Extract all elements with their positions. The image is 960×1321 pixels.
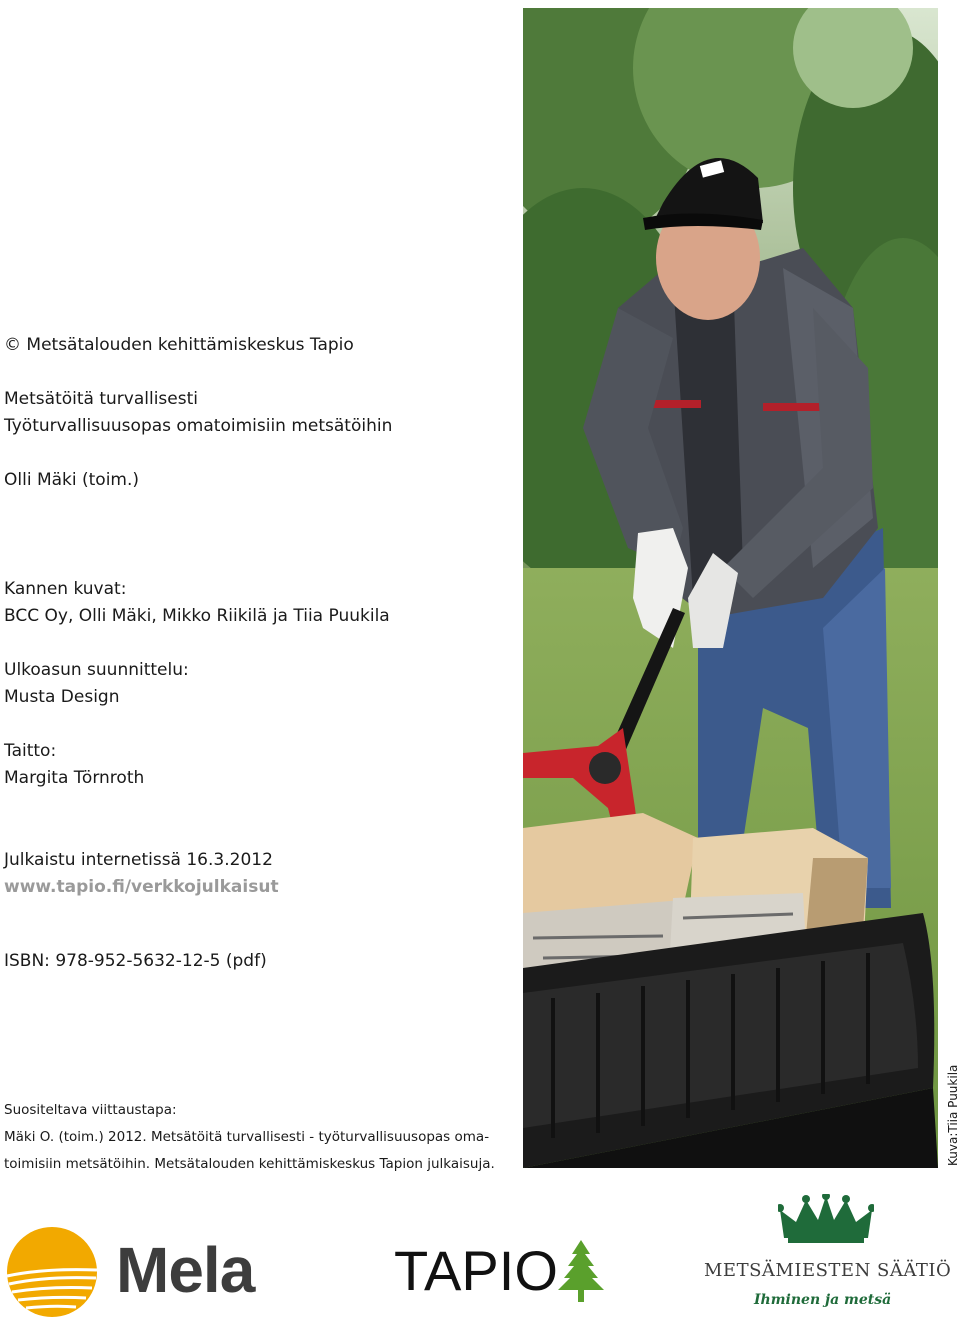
mela-sun-icon	[4, 1226, 100, 1318]
citation-label: Suositeltava viittaustapa:	[4, 1102, 177, 1118]
publication-subtitle: Työturvallisuusopas omatoimisiin metsätöihin	[4, 416, 393, 436]
design-label: Ulkoasun suunnittelu:	[4, 660, 189, 680]
design-value: Musta Design	[4, 687, 120, 707]
metsamiesten-saatio-logo	[704, 1194, 952, 1312]
cover-photos-value: BCC Oy, Olli Mäki, Mikko Riikilä ja Tiia Puukila	[4, 606, 390, 626]
tapio-logo	[394, 1240, 609, 1302]
tapio-tree-icon	[558, 1240, 604, 1302]
saatio-name: METSÄMIESTEN SÄÄTIÖ	[704, 1260, 952, 1281]
tapio-wordmark: TAPIO	[394, 1239, 558, 1302]
publication-title: Metsätöitä turvallisesti	[4, 389, 198, 409]
citation-line-1: Mäki O. (toim.) 2012. Metsätöitä turvallisesti - työturvallisuusopas oma-	[4, 1129, 490, 1145]
cover-photos-label: Kannen kuvat:	[4, 579, 127, 599]
mela-logo	[4, 1226, 264, 1318]
editor: Olli Mäki (toim.)	[4, 470, 140, 490]
published-date: Julkaistu internetissä 16.3.2012	[4, 850, 273, 870]
publications-link[interactable]: www.tapio.fi/verkkojulkaisut	[4, 877, 279, 897]
copyright-holder: Metsätalouden kehittämiskeskus Tapio	[26, 335, 354, 355]
layout-value: Margita Törnroth	[4, 768, 145, 788]
layout-label: Taitto:	[4, 741, 57, 761]
isbn: ISBN: 978-952-5632-12-5 (pdf)	[4, 951, 267, 971]
mela-wordmark: Mela	[116, 1234, 255, 1306]
cover-photo	[523, 8, 938, 1168]
copyright-symbol: ©	[4, 335, 21, 355]
copyright-line	[4, 332, 354, 359]
saatio-slogan: Ihminen ja metsä	[754, 1292, 892, 1308]
photo-credit: Kuva:Tiia Puukila	[946, 1064, 960, 1166]
wood-splitting-illustration	[523, 8, 938, 1168]
citation-line-2: toimisiin metsätöihin. Metsätalouden kehittämiskeskus Tapion julkaisuja.	[4, 1156, 495, 1172]
crown-icon	[778, 1194, 874, 1244]
